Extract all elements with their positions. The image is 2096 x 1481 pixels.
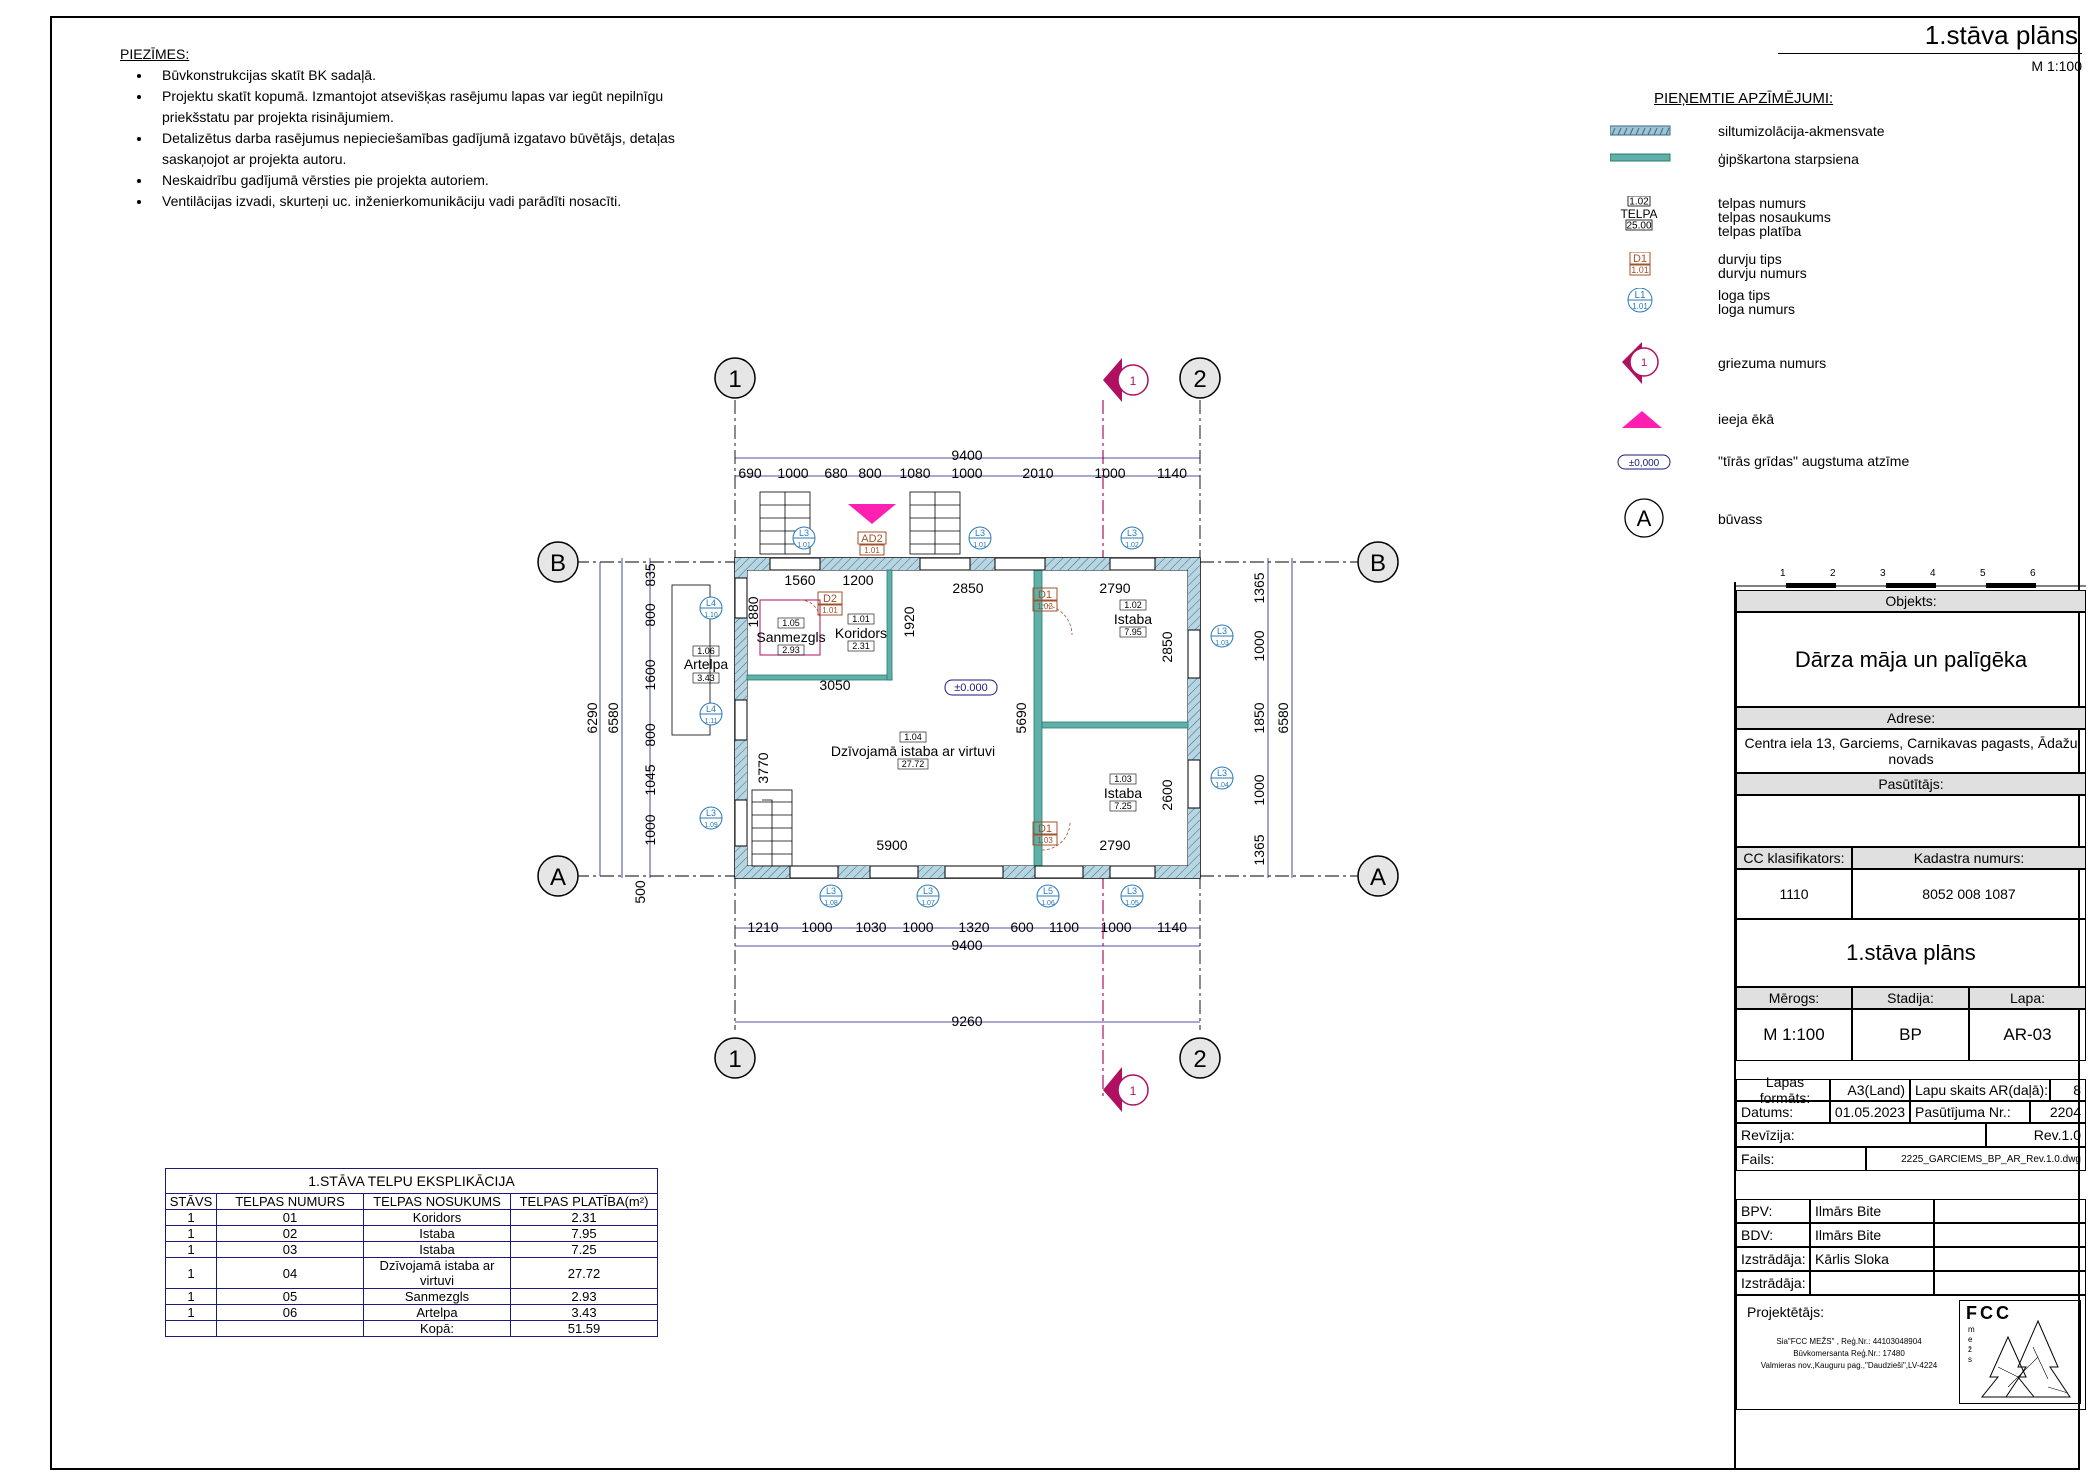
window-tag: [1211, 767, 1233, 789]
svg-text:1140: 1140: [1156, 919, 1188, 935]
svg-text:1.02: 1.02: [1125, 542, 1139, 549]
window-tag-num: 1.01: [1632, 302, 1648, 311]
logo-text: FCC: [1966, 1303, 2012, 1323]
svg-text:1030: 1030: [855, 919, 887, 935]
svg-text:500: 500: [632, 880, 648, 904]
svg-text:5690: 5690: [1013, 702, 1029, 734]
svg-text:2790: 2790: [1099, 580, 1131, 596]
door-tag-num: 1.01: [1631, 265, 1649, 275]
window-tag: [1121, 885, 1143, 907]
svg-text:L3: L3: [1216, 626, 1228, 636]
svg-text:1000: 1000: [642, 814, 658, 846]
date-value: 01.05.2023: [1830, 1101, 1910, 1123]
person-name: Ilmārs Bite: [1810, 1199, 1934, 1223]
svg-text:2: 2: [1193, 366, 1207, 393]
client-value: [1736, 795, 2086, 847]
title-block: 1 2 3 4 5 6 Objekts: Dārza māja un palīgēka Adrese: Centra iela 13, Garciems, Carnikavas pagasts, Ādažu novads Pasūtītājs: CC klasifikators: Kadastra numurs: 1110 8052 008 1087 1.stāva plāns Mērogs: Stadija: Lapa: M 1:100 BP AR-03 Lapas formāts: A3(Land) Lapu skaits AR(daļā): 8 Datums: 01.05.2023 Pasūtījuma Nr.: 2204 Revīzija: Rev.1.0 Fails: 2225_GARCIEMS_BP_AR_Rev.1.0.dwg BPV: Ilmārs Bite BDV: Ilmārs Bite Izstrādāja: Kārlis Sloka Izstrādāja: Projektētājs: Sia"FCC MEŽS" , Reģ.Nr.: 44103048904 Būvkomersanta Reģ.Nr.: 17480 Valmieras nov.,Kauguru pag.,"Daudzieši",LV-4224 FCC mežs: [1734, 582, 2086, 1470]
svg-text:B: B: [1369, 550, 1387, 577]
person-name: Ilmārs Bite: [1810, 1223, 1934, 1247]
file-label: Fails:: [1736, 1147, 1866, 1171]
tree-logo-icon: [1978, 1317, 2076, 1399]
svg-text:L3: L3: [974, 528, 986, 538]
svg-text:Istaba: Istaba: [1103, 785, 1143, 801]
svg-text:1.10: 1.10: [704, 612, 718, 619]
object-label: Objekts:: [1736, 590, 2086, 612]
order-value: 2204: [2030, 1101, 2086, 1123]
legend-room-name: telpas nosaukums: [1718, 209, 1831, 225]
sheet-title: 1.stāva plāns: [1736, 919, 2086, 987]
svg-text:1600: 1600: [642, 659, 658, 691]
svg-text:2790: 2790: [1099, 837, 1131, 853]
room-tag-num: 1.02: [1629, 196, 1649, 208]
role-label: BDV:: [1736, 1223, 1810, 1247]
room-tag-area: 25.00: [1626, 220, 1652, 232]
window-tag: [1211, 625, 1233, 647]
svg-text:1000: 1000: [1094, 465, 1126, 481]
legend-door-number: durvju numurs: [1718, 265, 1807, 281]
revision-value: Rev.1.0: [1986, 1123, 2086, 1147]
svg-text:1.03: 1.03: [1114, 774, 1132, 784]
person-name: Kārlis Sloka: [1810, 1247, 1934, 1271]
svg-text:L4: L4: [705, 704, 717, 714]
svg-text:L3: L3: [798, 528, 810, 538]
role-label: Izstrādāja:: [1736, 1247, 1810, 1271]
axis-bubble-a-left: [538, 856, 578, 896]
svg-text:1.01: 1.01: [797, 542, 811, 549]
cc-value: 1110: [1736, 869, 1852, 919]
svg-text:1100: 1100: [1048, 919, 1080, 935]
svg-text:AD2: AD2: [861, 533, 883, 545]
svg-text:L3: L3: [922, 886, 934, 896]
svg-text:A: A: [549, 864, 567, 891]
svg-text:1.03: 1.03: [1215, 640, 1229, 647]
window-tag: [700, 597, 722, 619]
svg-text:Istaba: Istaba: [1113, 611, 1153, 627]
note-item: • Ventilācijas izvadi, skurteņi uc. inženierkomunikāciju vadi parādīti nosacīti.: [152, 191, 680, 212]
svg-text:D1: D1: [1037, 823, 1053, 835]
svg-text:1.06: 1.06: [1041, 900, 1055, 907]
svg-text:1.01: 1.01: [864, 546, 880, 555]
svg-text:B: B: [549, 550, 567, 577]
svg-text:6290: 6290: [584, 702, 600, 734]
svg-text:1.04: 1.04: [904, 732, 922, 742]
cadastre-value: 8052 008 1087: [1852, 869, 2086, 919]
revision-label: Revīzija:: [1736, 1123, 1986, 1147]
legend-level-label: "tīrās grīdas" augstuma atzīme: [1718, 453, 1910, 469]
door-tag-ad2: [858, 532, 886, 555]
svg-text:1.09: 1.09: [704, 822, 718, 829]
svg-text:1.03: 1.03: [1037, 836, 1053, 845]
svg-text:1.04: 1.04: [1215, 782, 1229, 789]
svg-text:1.01: 1.01: [852, 614, 870, 624]
svg-text:1.01: 1.01: [973, 542, 987, 549]
legend-window-type: loga tips: [1718, 287, 1771, 303]
count-value: 8: [2050, 1079, 2086, 1101]
count-label: Lapu skaits AR(daļā):: [1910, 1079, 2050, 1101]
signature-cell: [1934, 1199, 2086, 1223]
window-tag: [1037, 885, 1059, 907]
svg-text:1000: 1000: [1251, 774, 1267, 806]
address-label: Adrese:: [1736, 707, 2086, 729]
axis-bubble-1-bottom: [715, 1038, 755, 1078]
svg-text:1: 1: [728, 366, 742, 393]
notes-header: PIEZĪMES:: [120, 46, 190, 62]
explication-title: 1.STĀVA TELPU EKSPLIKĀCIJA: [166, 1169, 658, 1194]
level-mark: [945, 680, 997, 695]
legend-room-area: telpas platība: [1718, 223, 1802, 239]
svg-text:1000: 1000: [1100, 919, 1132, 935]
svg-text:800: 800: [642, 723, 658, 747]
legend-axis-label: būvass: [1718, 511, 1763, 527]
svg-text:3050: 3050: [819, 677, 851, 693]
svg-text:L3: L3: [825, 886, 837, 896]
axis-bubble-b-right: [1358, 542, 1398, 582]
svg-text:D2: D2: [822, 593, 838, 605]
svg-text:800: 800: [858, 465, 882, 481]
svg-text:L3: L3: [1126, 528, 1138, 538]
svg-text:5900: 5900: [876, 837, 908, 853]
col-header: TELPAS NOSUKUMS: [364, 1194, 511, 1210]
window-tag-type: L1: [1634, 290, 1646, 301]
table-row: 1 04 Dzīvojamā istaba ar virtuvi 27.72: [166, 1258, 658, 1289]
svg-text:800: 800: [642, 603, 658, 627]
window-tag: [700, 807, 722, 829]
svg-text:1000: 1000: [801, 919, 833, 935]
axis-bubble-1-top: [715, 358, 755, 398]
svg-text:2: 2: [1193, 1046, 1207, 1073]
svg-text:1000: 1000: [1251, 630, 1267, 662]
legend-gypsum-label: ģipškartona starpsiena: [1718, 151, 1859, 167]
page-scale: M 1:100: [2031, 58, 2082, 74]
door-tag-type: D1: [1632, 253, 1648, 265]
svg-text:6580: 6580: [1275, 702, 1291, 734]
axis-bubble-2-top: [1180, 358, 1220, 398]
svg-text:±0.000: ±0.000: [954, 682, 988, 694]
col-header: TELPAS PLATĪBA(m²): [511, 1194, 658, 1210]
total-label: Kopā:: [364, 1321, 511, 1337]
svg-text:1000: 1000: [902, 919, 934, 935]
note-item: • Neskaidrību gadījumā vērsties pie projekta autoriem.: [152, 170, 680, 191]
svg-text:1: 1: [1129, 374, 1137, 388]
window-tag: [917, 885, 939, 907]
svg-text:1.07: 1.07: [921, 900, 935, 907]
table-row: 1 01 Koridors 2.31: [166, 1210, 658, 1226]
svg-text:D1: D1: [1037, 589, 1053, 601]
entrance-triangle-icon: [848, 504, 896, 524]
designer-label: Projektētājs:: [1747, 1304, 1825, 1320]
svg-text:1: 1: [728, 1046, 742, 1073]
axis-bubble-b-left: [538, 542, 578, 582]
note-item: • Detalizētus darba rasējumus nepieciešamības gadījumā izgatavo būvētājs, detaļas saskaņojot ar projekta autoru.: [152, 128, 680, 170]
svg-text:1920: 1920: [901, 606, 917, 638]
person-name: [1810, 1271, 1934, 1295]
svg-text:L5: L5: [1042, 886, 1054, 896]
page-title: 1.stāva plāns: [1778, 20, 2082, 54]
legend-insulation-label: siltumizolācija-akmensvate: [1718, 123, 1885, 139]
svg-text:1365: 1365: [1251, 572, 1267, 604]
section-mark-num: 1: [1640, 357, 1648, 369]
svg-text:1000: 1000: [951, 465, 983, 481]
window-tag: [820, 885, 842, 907]
svg-text:2.93: 2.93: [782, 645, 800, 655]
svg-text:A: A: [1369, 864, 1387, 891]
svg-text:1850: 1850: [1251, 702, 1267, 734]
address-value: Centra iela 13, Garciems, Carnikavas pagasts, Ādažu novads: [1736, 729, 2086, 773]
axis-bubble-letter: A: [1636, 506, 1652, 531]
svg-text:690: 690: [738, 465, 762, 481]
stage-value: BP: [1852, 1009, 1969, 1061]
svg-text:1080: 1080: [899, 465, 931, 481]
svg-text:600: 600: [1010, 919, 1034, 935]
legend-header: PIEŅEMTIE APZĪMĒJUMI:: [1654, 90, 1834, 107]
svg-text:7.95: 7.95: [1124, 627, 1142, 637]
legend-door-type: durvju tips: [1718, 251, 1782, 267]
signature-cell: [1934, 1247, 2086, 1271]
svg-text:Dzīvojamā istaba ar virtuvi: Dzīvojamā istaba ar virtuvi: [830, 743, 996, 759]
total-value: 51.59: [511, 1321, 658, 1337]
svg-text:1: 1: [1129, 1084, 1137, 1098]
svg-text:835: 835: [642, 563, 658, 587]
svg-text:1200: 1200: [842, 572, 874, 588]
svg-text:680: 680: [824, 465, 848, 481]
legend-room-number: telpas numurs: [1718, 195, 1806, 211]
svg-text:2850: 2850: [952, 580, 984, 596]
svg-text:L4: L4: [705, 598, 717, 608]
room-tag-name: TELPA: [1620, 207, 1658, 221]
svg-text:1.02: 1.02: [1037, 602, 1053, 611]
svg-text:1.08: 1.08: [824, 900, 838, 907]
legend-entrance-label: ieeja ēkā: [1718, 411, 1775, 427]
svg-text:2600: 2600: [1159, 779, 1175, 811]
stage-label: Stadija:: [1852, 987, 1969, 1009]
note-item: • Projektu skatīt kopumā. Izmantojot atsevišķas rasējumu lapas var iegūt nepilnīgu priekšstatu par projekta risinājumiem.: [152, 86, 680, 128]
signature-cell: [1934, 1223, 2086, 1247]
svg-text:1.11: 1.11: [704, 718, 718, 725]
svg-text:2.31: 2.31: [852, 641, 870, 651]
axis-bubble-2-bottom: [1180, 1038, 1220, 1078]
svg-text:2850: 2850: [1159, 631, 1175, 663]
scale-label: Mērogs:: [1736, 987, 1852, 1009]
note-item: • Būvkonstrukcijas skatīt BK sadaļā.: [152, 65, 680, 86]
svg-text:3770: 3770: [755, 752, 771, 784]
table-total-row: [166, 1321, 658, 1337]
window-tag: [700, 703, 722, 725]
col-header: TELPAS NUMURS: [217, 1194, 364, 1210]
table-row: 1 06 Artelpa 3.43: [166, 1305, 658, 1321]
cadastre-label: Kadastra numurs:: [1852, 847, 2086, 869]
company-logo: [1959, 1300, 2081, 1404]
designer-block: [1736, 1295, 2086, 1410]
page-label: Lapa:: [1969, 987, 2086, 1009]
role-label: Izstrādāja:: [1736, 1271, 1810, 1295]
svg-text:1365: 1365: [1251, 834, 1267, 866]
window-tag: [1121, 527, 1143, 549]
svg-text:7.25: 7.25: [1114, 801, 1132, 811]
svg-text:1.05: 1.05: [1125, 900, 1139, 907]
svg-text:L3: L3: [1126, 886, 1138, 896]
col-header: STĀVS: [166, 1194, 217, 1210]
date-label: Datums:: [1736, 1101, 1830, 1123]
table-row: 1 05 Sanmezgls 2.93: [166, 1289, 658, 1305]
svg-text:1880: 1880: [745, 596, 761, 628]
svg-text:Artelpa: Artelpa: [683, 656, 729, 672]
legend-section-label: griezuma numurs: [1718, 355, 1827, 371]
svg-text:6580: 6580: [605, 702, 621, 734]
svg-text:1210: 1210: [747, 919, 779, 935]
signature-cell: [1934, 1271, 2086, 1295]
table-row: 1 02 Istaba 7.95: [166, 1226, 658, 1242]
svg-text:1045: 1045: [642, 764, 658, 796]
section-mark-top: [1103, 358, 1148, 402]
object-value: Dārza māja un palīgēka: [1736, 612, 2086, 707]
svg-text:1.05: 1.05: [782, 618, 800, 628]
format-label: Lapas formāts:: [1736, 1079, 1830, 1101]
svg-text:1.02: 1.02: [1124, 600, 1142, 610]
svg-text:3.43: 3.43: [697, 673, 715, 683]
svg-text:9260: 9260: [951, 1013, 983, 1029]
svg-text:27.72: 27.72: [901, 759, 925, 769]
svg-text:L3: L3: [1216, 768, 1228, 778]
svg-text:1.01: 1.01: [822, 606, 838, 615]
svg-text:1000: 1000: [777, 465, 809, 481]
window-tag: [969, 527, 991, 549]
level-mark-text: ±0,000: [1628, 458, 1660, 469]
designer-info: Sia"FCC MEŽS" , Reģ.Nr.: 44103048904 Būvkomersanta Reģ.Nr.: 17480 Valmieras nov.,Kauguru pag.,"Daudzieši",LV-4224: [1760, 1337, 1938, 1370]
svg-text:1140: 1140: [1156, 465, 1188, 481]
svg-text:1560: 1560: [784, 572, 816, 588]
svg-text:Sanmezgls: Sanmezgls: [756, 629, 826, 645]
client-label: Pasūtītājs:: [1736, 773, 2086, 795]
axis-bubble-a-right: [1358, 856, 1398, 896]
cc-label: CC klasifikators:: [1736, 847, 1852, 869]
table-row: 1 03 Istaba 7.25: [166, 1242, 658, 1258]
explication-header-row: [166, 1194, 658, 1210]
section-mark-bottom: [1103, 1067, 1148, 1112]
logo-subtext: mežs: [1968, 1325, 1975, 1364]
window-tag: [793, 527, 815, 549]
svg-text:L3: L3: [705, 808, 717, 818]
svg-text:9400: 9400: [951, 447, 983, 463]
page-value: AR-03: [1969, 1009, 2086, 1061]
svg-text:1320: 1320: [958, 919, 990, 935]
svg-text:9400: 9400: [951, 937, 983, 953]
explication-table: [165, 1168, 658, 1337]
role-label: BPV:: [1736, 1199, 1810, 1223]
svg-text:2010: 2010: [1022, 465, 1054, 481]
room-tag-artelpa: [684, 646, 729, 683]
order-label: Pasūtījuma Nr.:: [1910, 1101, 2030, 1123]
svg-text:1.06: 1.06: [697, 646, 715, 656]
svg-text:Koridors: Koridors: [834, 625, 888, 641]
legend-window-number: loga numurs: [1718, 301, 1796, 317]
format-value: A3(Land): [1830, 1079, 1910, 1101]
file-value: 2225_GARCIEMS_BP_AR_Rev.1.0.dwg: [1866, 1147, 2086, 1171]
scale-value: M 1:100: [1736, 1009, 1852, 1061]
